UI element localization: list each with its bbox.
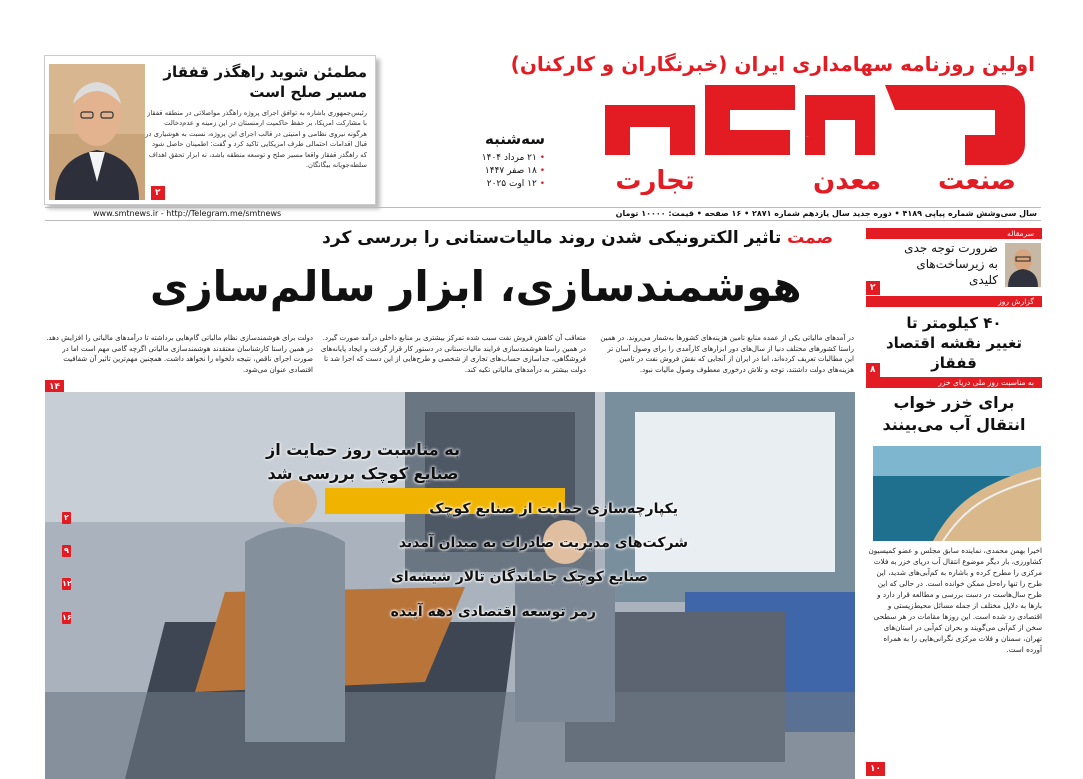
promo-title: مطمئن شوید راهگذر قفقاز مسیر صلح است [163,63,367,101]
editorial-author-photo [1005,243,1041,287]
photo-item-4-page: ۱۶ [62,613,72,622]
photo-item-4[interactable]: رمز توسعه اقتصادی دهه آینده [390,604,596,620]
lead-column-3: دولت برای هوشمندسازی نظام مالیاتی گام‌هایی برداشته تا درآمدهای مالیاتی را افزایش دهد. در همین راستا کارشناسان معتقدند هوشمندسازی مالیاتی اگرچه گامی مهم است اما در صورت اجرای ناقص، نتیجه دلخواه را نخواهد داشت. همچنین مهم‌ترین تاثیر آن شفافیت اقتصادی عنوان می‌شود. [46,334,313,374]
photo-item-2-page: ۹ [62,545,71,557]
issue-info: سال سی‌وشش شماره پیاپی ۴۱۸۹ • دوره جدید سال یازدهم شماره ۲۸۷۱ • ۱۶ صفحه • قیمت: ۱۰۰۰۰ تومان [615,209,1037,218]
editorial-title[interactable]: ضرورت توجه جدی به زیرساخت‌های کلیدی [904,241,998,287]
date-day: سه‌شنبه [485,130,545,148]
photo-item-3[interactable]: صنایع کوچک جاماندگان تالار شیشه‌ای [391,569,648,585]
date-lunar: ۱۸ صفر ۱۴۴۷ [484,166,537,176]
president-photo [49,64,145,200]
lead-page-badge: ۱۴ [45,380,64,394]
photo-item-2[interactable]: شرکت‌های مدیریت صادرات به میدان آمدند [398,535,688,551]
supertitle-tag: صمت [787,228,833,248]
main-headline[interactable]: هوشمندسازی، ابزار سالم‌سازی [150,262,802,311]
caspian-coast-photo [873,446,1041,541]
masthead-word-1: صنعت [938,166,1016,195]
caspian-body: اخیرا بهمن محمدی، نماینده سابق مجلس و عضو کمیسیون کشاورزی، بار دیگر موضوع انتقال آب دریای خزر به فلات مرکزی را مطرح کرده و باشاره به کم‌آبی‌های شدید، این طرح را تنها راه‌حل ممکن خوانده است. در حالی که این طرح سال‌هاست در دست بررسی و مطالعه قرار دارد و بارها به دلایل مختلف از جمله مسائل محیط‌زیستی و اقتصادی رد شده است. این روزها مقامات در هر سطحی سخن از کم‌آبی می‌گویند و بحران کم‌آبی در استان‌های تهران، سمنان و فلات مرکزی نگرانی‌هایی را به همراه آورده است. [868,546,1042,654]
sidebar-label-caspian: به مناسبت روز ملی دریای خزر [866,377,1042,388]
promo-page-badge: ۲ [151,186,165,200]
photo-item-3-page: ۱۲ [62,579,72,588]
editorial-page-badge: ۲ [866,281,880,295]
photo-overlay-title: به مناسبت روز حمایت از صنایع کوچک بررسی شد [266,440,460,483]
masthead-logo [585,75,1027,195]
masthead-word-3: تجارت [615,166,695,195]
caspian-page-badge: ۱۰ [866,762,885,776]
photo-item-1[interactable]: یکپارچه‌سازی حمایت از صنایع کوچک [429,501,678,517]
sidebar-label-editorial: سرمقاله [866,228,1042,239]
report-page-badge: ۸ [866,363,880,377]
report-title[interactable]: ۴۰ کیلومتر تا تغییر نقشه اقتصاد قفقاز [885,314,1023,372]
masthead-logo-text: صمت [806,137,809,138]
masthead-slogan: اولین روزنامه سهامداری ایران (خبرنگاران و کارکنان) [510,52,1035,76]
photo-item-1-page: ۲ [62,512,71,524]
date-box: سه‌شنبه • ۲۱ مرداد ۱۴۰۴ • ۱۸ صفر ۱۴۴۷ • ۱۲ اوت ۲۰۲۵ [395,130,545,191]
promo-body: رئیس‌جمهوری باشاره به توافق اجرای پروژه راهگذر مواصلاتی در منطقه قفقاز با مشارکت امریکا، بر حفظ حاکمیت ارمنستان در این زمینه و عدم‌دخالت هرگونه نیروی نظامی و امنیتی در قالب اجرای این پروژه، نسبت به هوشیاری در قبال اقدامات احتمالی طرف امریکایی تاکید کرد و گفت: اطمینان حاصل شود که راهگذر قفقاز واقعا مسیر صلح و توسعه منطقه باشد، نه ابزار تحقق اهداف سلطه‌جویانه بیگانگان. [145,109,367,170]
headline-supertitle: صمت تاثیر الکترونیکی شدن روند مالیات‌ستانی را بررسی کرد [322,228,833,248]
lead-column-1: در آمدهای مالیاتی یکی از عمده منابع تامین هزینه‌های کشورها به‌شمار می‌روند. در همین راستا کشورهای مختلف دنیا از سال‌های دور ابزارهای کارآمدی را برای وصول آسان تر این مطالبات تعریف کرده‌اند، اما در ایران از آنجایی که نقش فروش نفت در تامین هزینه‌های دولت داشتند، توجه و تلاش درخوری معطوف وصول مالیات نبود. [600,334,854,374]
date-solar: ۲۱ مرداد ۱۴۰۴ [481,153,537,163]
lead-column-2: متعاقب آن کاهش فروش نفت سبب شده تمرکز بیشتری بر منابع داخلی درآمد صورت گیرد. در همین راستا هوشمندسازی فرایند مالیات‌ستانی در دستور کار قرار گرفت و ایجاد پایانه‌های فروشگاهی، جداسازی حساب‌های تجاری از شخصی و طرح‌هایی از این دست که اجرا شد تا دولت بیشتر به درآمدهای مالیاتی تکیه کند. [320,334,586,374]
date-gregorian: ۱۲ اوت ۲۰۲۵ [486,179,537,189]
website-links[interactable]: www.smtnews.ir - http://Telegram.me/smtnews [93,209,282,218]
masthead-word-2: معدن [813,166,881,195]
promo-box[interactable] [44,55,376,205]
info-strip [45,207,1041,221]
sidebar-label-report: گزارش روز [866,296,1042,307]
caspian-title[interactable]: برای خزر خواب انتقال آب می‌بینند [882,393,1026,434]
